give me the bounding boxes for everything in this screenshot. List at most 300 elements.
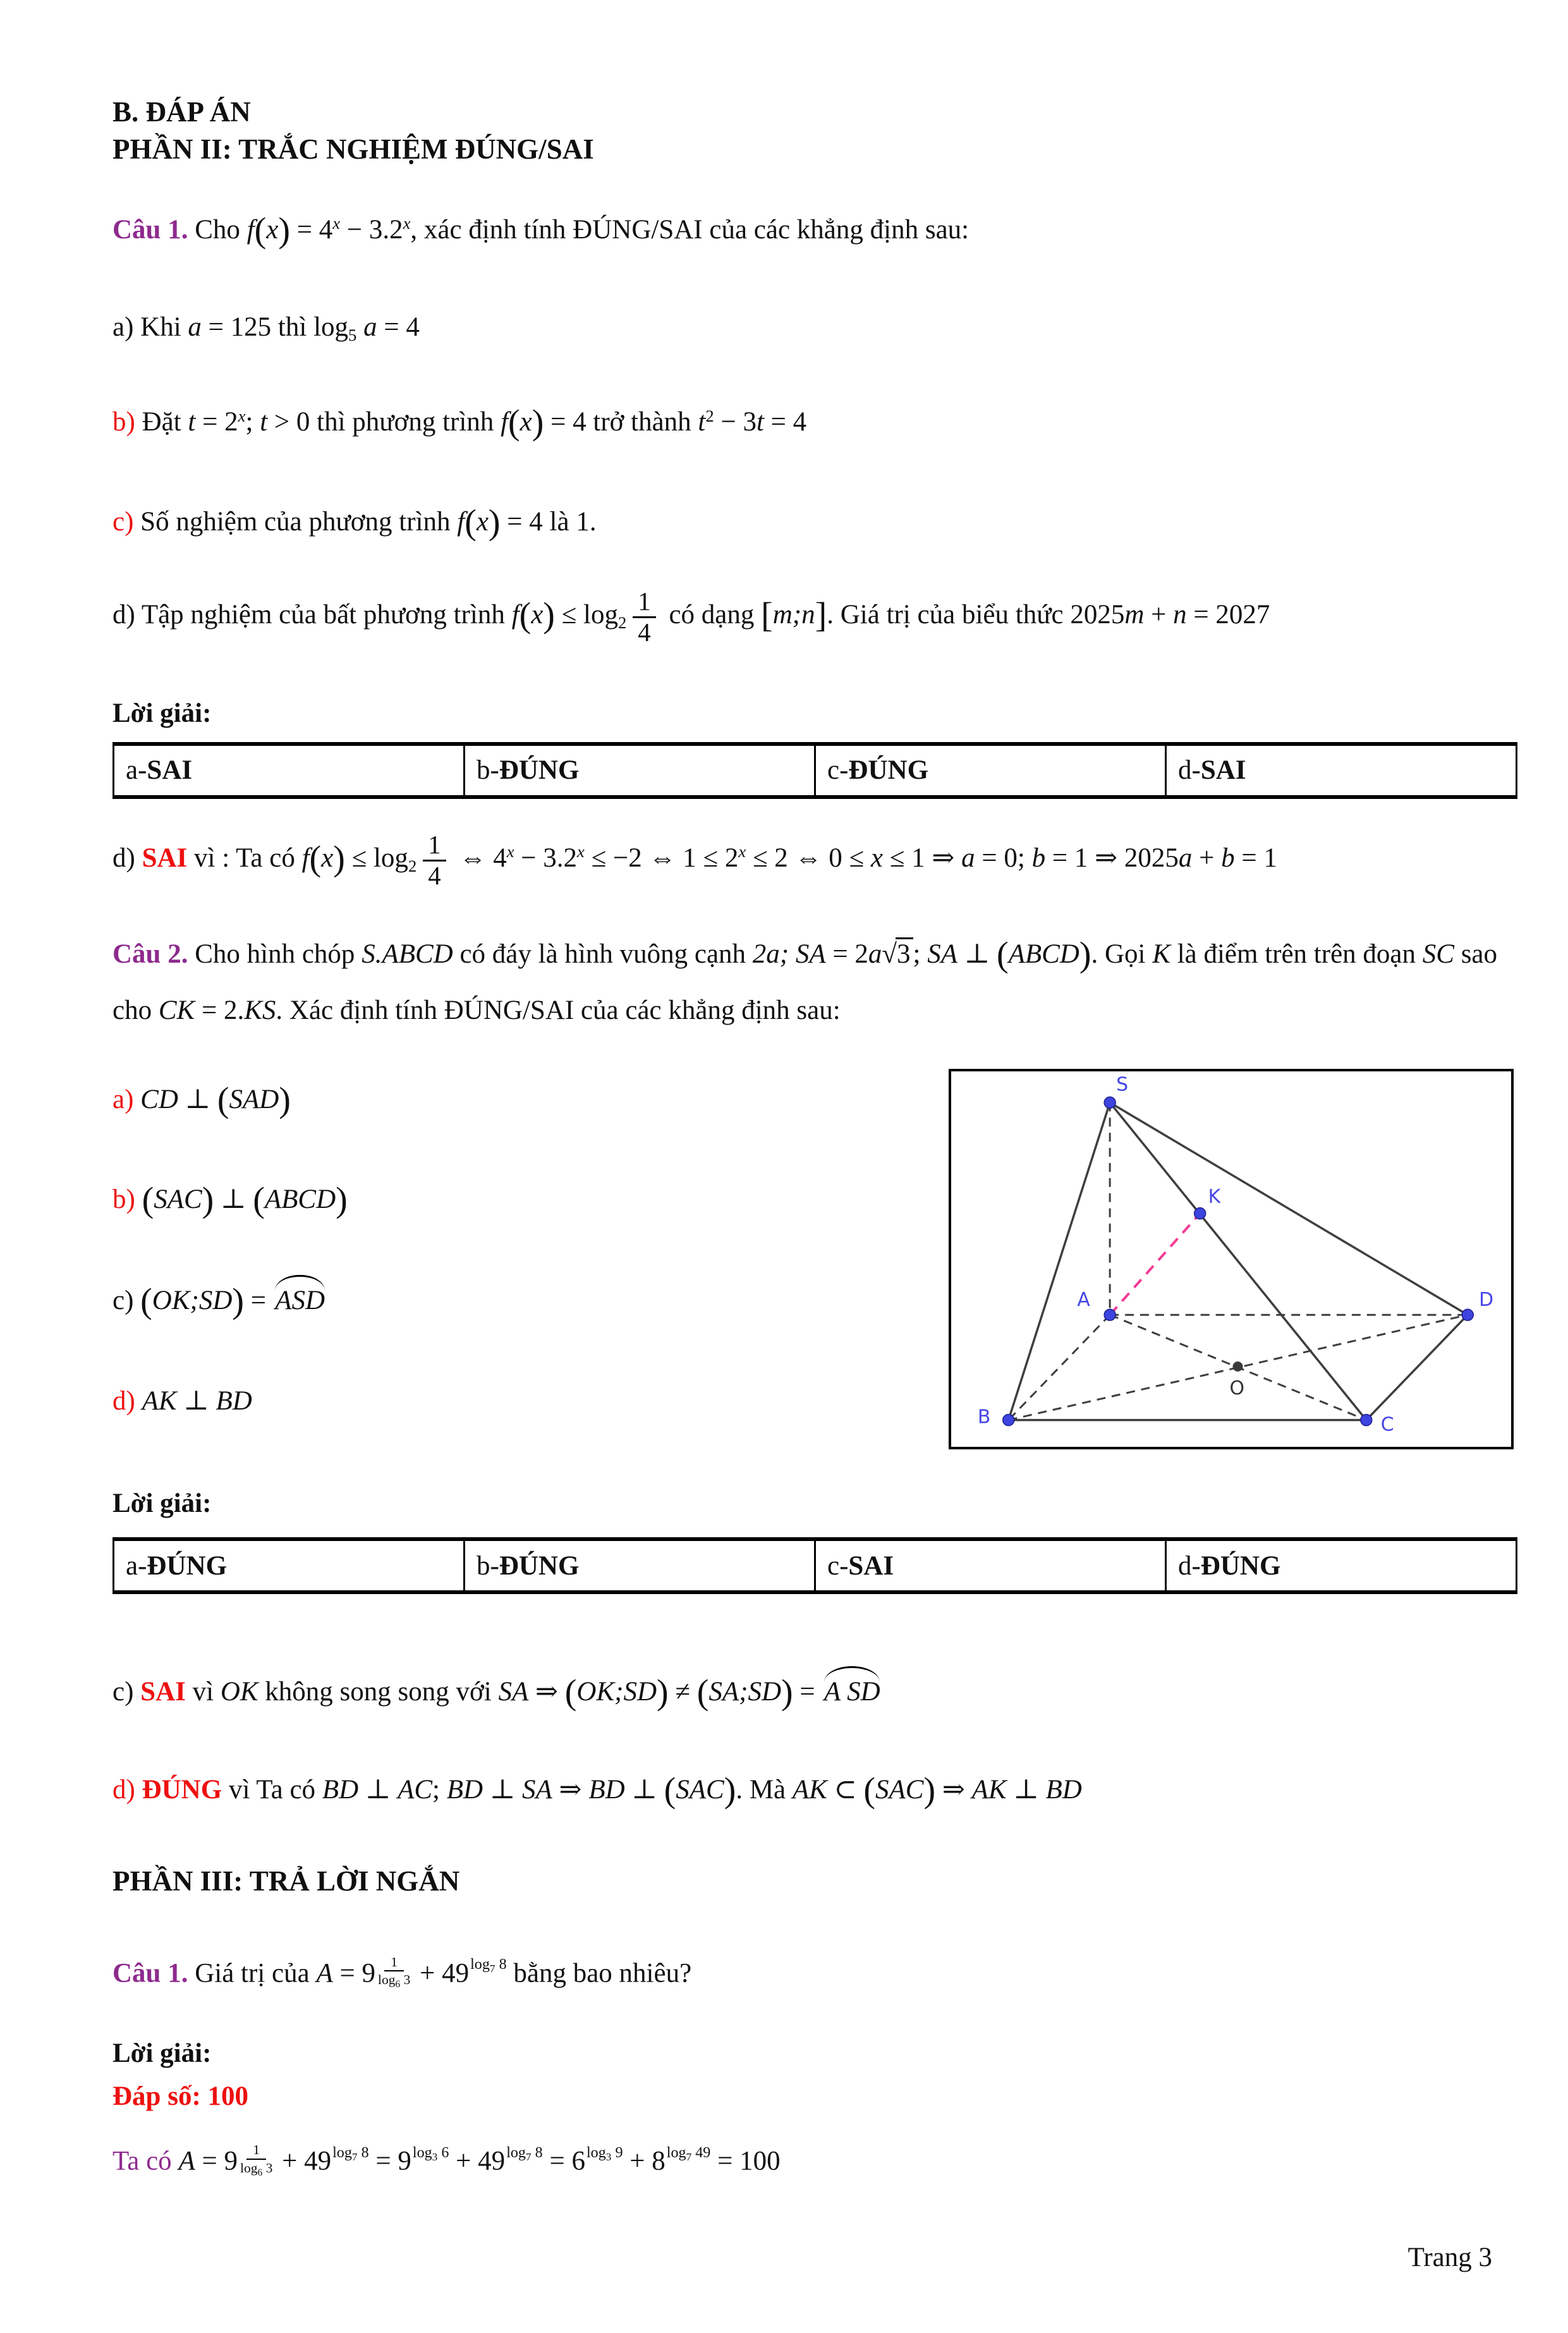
- math-run: (: [140, 1282, 152, 1321]
- exponent: [506, 2142, 543, 2164]
- answer-letter: b-: [477, 1550, 499, 1581]
- solution-2d: [112, 1770, 1517, 1810]
- math-run: = 4: [384, 312, 420, 343]
- text-run: Tập nghiệm của bất phương trình: [141, 600, 505, 630]
- math-run: ⇒: [535, 1677, 559, 1707]
- math-run: ⇔ 4: [459, 843, 507, 874]
- item-tag: d): [112, 843, 135, 874]
- solution-1d: [112, 831, 1517, 890]
- math-run: ≤ log: [561, 600, 618, 630]
- superscript: x: [577, 842, 585, 862]
- subscript: 2: [617, 612, 627, 632]
- math-run: K: [1152, 939, 1170, 970]
- superscript: x: [403, 214, 411, 233]
- math-run: x: [266, 214, 279, 245]
- math-run: KS: [244, 995, 276, 1025]
- math-run: SA: [498, 1677, 529, 1707]
- math-run: AC: [398, 1774, 433, 1805]
- point-S: [1104, 1097, 1115, 1108]
- math-run: ≠: [675, 1677, 690, 1707]
- math-run: 3: [403, 1972, 411, 1988]
- math-run: ⇒: [559, 1774, 582, 1805]
- solution-3-chain: [112, 2141, 1517, 2181]
- answer-value: ĐÚNG: [1200, 1550, 1281, 1581]
- math-run: log: [332, 2144, 352, 2161]
- text-run: có đáy là hình vuông cạnh: [459, 939, 746, 970]
- math-run: (: [465, 503, 477, 542]
- math-run: BD: [1045, 1774, 1082, 1805]
- subscript: 7: [351, 2150, 358, 2163]
- math-run: = 9: [339, 1958, 375, 1989]
- answer-cell-c: [815, 1539, 1166, 1592]
- answer-letter: c-: [827, 1550, 849, 1581]
- text-run: vì: [192, 1677, 214, 1707]
- math-run: OK: [220, 1677, 258, 1707]
- math-run: ): [488, 503, 501, 542]
- answer-value: ĐÚNG: [848, 755, 929, 786]
- math-run: BD: [588, 1774, 625, 1805]
- question-label: Câu 1.: [112, 1958, 188, 1989]
- text-run: là 1.: [549, 506, 597, 537]
- answer-value: SAI: [147, 755, 193, 786]
- text-run: là điểm trên trên đoạn: [1177, 939, 1416, 970]
- math-run: (: [664, 1770, 676, 1810]
- math-run: ): [923, 1770, 936, 1810]
- math-run: ;: [245, 407, 253, 437]
- figure-column: [949, 1069, 1517, 1449]
- answer-letter: b-: [477, 755, 499, 786]
- math-run: x: [321, 843, 334, 874]
- text-run: vì : Ta có: [194, 843, 295, 874]
- math-run: (: [217, 1080, 229, 1120]
- subscript: 7: [489, 1963, 495, 1975]
- subscript: 7: [525, 2150, 532, 2163]
- math-run: ]: [815, 595, 827, 635]
- numerator: 1: [633, 587, 655, 618]
- segment-AK: [1110, 1213, 1200, 1314]
- math-run: t: [260, 407, 268, 437]
- text-run: thì: [277, 312, 307, 343]
- math-run: SAC: [676, 1774, 724, 1805]
- math-run: SA: [522, 1774, 552, 1805]
- pyramid-figure: [949, 1069, 1514, 1449]
- answer-letter: c-: [827, 755, 849, 786]
- math-run: SA: [927, 939, 958, 970]
- text-run: Cho: [195, 214, 240, 245]
- text-run: thì phương trình: [317, 407, 494, 437]
- math-run: ⊥: [183, 1386, 209, 1416]
- math-run: + 8: [629, 2147, 665, 2177]
- fraction: [423, 831, 446, 890]
- math-run: 3: [265, 2160, 273, 2176]
- answer-cell-a: [114, 1539, 465, 1592]
- superscript: x: [738, 842, 746, 862]
- table-row: [114, 1539, 1517, 1592]
- math-run: CK: [158, 995, 195, 1025]
- answer-value: ĐÚNG: [499, 755, 580, 786]
- math-run: a: [363, 312, 377, 343]
- subscript: 6: [395, 1979, 401, 1990]
- math-run: f: [511, 600, 520, 630]
- math-run: 8: [535, 2144, 543, 2161]
- math-run: =: [799, 1677, 815, 1707]
- text-run: sao cho: [112, 939, 1498, 1025]
- subscript: 7: [686, 2150, 692, 2163]
- math-run: − 3: [720, 407, 757, 437]
- math-run: log: [378, 1972, 396, 1988]
- math-run: b: [1221, 843, 1235, 874]
- math-run: log: [666, 2144, 686, 2161]
- label-S: S: [1116, 1073, 1129, 1096]
- exponent: [586, 2142, 623, 2164]
- math-run: + 49: [456, 2147, 506, 2177]
- math-run: log: [313, 312, 349, 343]
- math-run: ;: [913, 939, 921, 970]
- math-run: ): [279, 1080, 291, 1120]
- question-label: Câu 2.: [112, 939, 188, 970]
- sqrt-arg: 3: [896, 937, 913, 969]
- statement-2c: [112, 1277, 949, 1320]
- answer-cell-a: [114, 744, 465, 797]
- statement-1c: [112, 503, 1517, 542]
- math-run: = 4: [296, 214, 333, 245]
- math-run: S.ABCD: [362, 939, 453, 970]
- text-run: , xác định tính ĐÚNG/SAI của các khẳng định sau:: [410, 214, 969, 245]
- text-run: trở thành: [593, 407, 691, 437]
- label-B: B: [977, 1406, 991, 1428]
- page-number: Trang 3: [1407, 2243, 1492, 2273]
- math-run: m: [1124, 600, 1145, 630]
- answer-letter: a-: [126, 755, 147, 786]
- text-run: . Mà: [736, 1774, 786, 1805]
- math-run: SAD: [229, 1084, 279, 1114]
- item-tag: a): [112, 1084, 134, 1114]
- item-tag: d): [112, 600, 135, 630]
- part3-title: PHẦN III: TRẢ LỜI NGẮN: [112, 1865, 460, 1897]
- label-D: D: [1479, 1288, 1494, 1311]
- label-A: A: [1077, 1288, 1090, 1311]
- math-run: BD: [216, 1386, 252, 1416]
- section-title: B. ĐÁP ÁN: [112, 96, 251, 128]
- verdict: SAI: [140, 1677, 186, 1707]
- edge-AB: [1009, 1315, 1110, 1420]
- solution-2c: [112, 1669, 1517, 1712]
- text-run: không song song với: [265, 1677, 492, 1707]
- question-1-stem: [112, 210, 1517, 250]
- math-run: ⊥: [1013, 1774, 1039, 1805]
- math-run: ⊥: [221, 1185, 246, 1215]
- answer-cell-b: [465, 744, 815, 797]
- math-run: 2a;: [752, 939, 789, 970]
- math-run: SAC: [875, 1774, 924, 1805]
- superscript: x: [238, 406, 246, 425]
- math-run: SA: [795, 939, 826, 970]
- math-run: = 2.: [201, 995, 245, 1025]
- exponent-fraction: [240, 2141, 272, 2177]
- math-run: ⊥: [964, 939, 990, 970]
- math-run: ): [724, 1770, 736, 1810]
- exponent: [470, 1954, 507, 1976]
- point-O: [1232, 1361, 1243, 1372]
- answer-cell-c: [815, 744, 1166, 797]
- math-run: n: [1173, 600, 1187, 630]
- math-run: = 2: [832, 939, 868, 970]
- math-run: log: [506, 2144, 526, 2161]
- math-run: x: [476, 506, 489, 537]
- label-K: K: [1208, 1185, 1221, 1208]
- math-run: ): [333, 839, 345, 879]
- text-run: Khi: [140, 312, 181, 343]
- math-run: a: [188, 312, 202, 343]
- math-run: (: [564, 1673, 577, 1713]
- answer-letter: d-: [1178, 755, 1201, 786]
- math-run: f: [301, 843, 310, 874]
- superscript: x: [332, 214, 341, 233]
- math-run: 2025: [1070, 600, 1125, 630]
- item-tag: d): [112, 1386, 135, 1416]
- edge-SD: [1110, 1102, 1468, 1315]
- point-B: [1003, 1414, 1014, 1425]
- math-run: SC: [1422, 939, 1454, 970]
- point-A: [1104, 1309, 1115, 1320]
- math-run: ): [278, 210, 290, 250]
- math-run: ): [781, 1673, 793, 1713]
- answer-cell-d: [1166, 744, 1517, 797]
- math-run: f: [501, 407, 509, 437]
- statement-1b: [112, 403, 1517, 442]
- item-tag: b): [112, 407, 135, 437]
- item-tag: b): [112, 1185, 135, 1215]
- math-run: (: [142, 1180, 154, 1220]
- math-run: t: [698, 407, 706, 437]
- text-run: bằng bao nhiêu?: [513, 1958, 692, 1989]
- angle-arc: [273, 1277, 327, 1320]
- edge-CD: [1366, 1315, 1468, 1420]
- label-C: C: [1380, 1413, 1394, 1436]
- math-run: f: [457, 506, 465, 537]
- math-run: ABCD: [264, 1185, 336, 1215]
- text-run: Giá trị của: [195, 1958, 310, 1989]
- statement-1d: [112, 587, 1517, 647]
- math-run: A: [316, 1958, 333, 1989]
- math-run: = 4: [550, 407, 586, 437]
- angle-arc: [822, 1669, 882, 1712]
- answer-value: SAI: [848, 1550, 894, 1581]
- math-run: + 49: [282, 2147, 332, 2177]
- answer-table-q1: [112, 742, 1517, 799]
- math-run: AK: [792, 1774, 827, 1805]
- math-run: SAC: [154, 1185, 202, 1215]
- math-run: log: [470, 1956, 490, 1973]
- item-tag: c): [112, 1286, 134, 1316]
- superscript: 2: [705, 406, 714, 425]
- table-row: [114, 744, 1517, 797]
- math-run: = 4: [507, 506, 543, 537]
- math-run: (: [863, 1770, 875, 1810]
- text-run: có dạng: [669, 600, 755, 630]
- math-run: A: [178, 2147, 195, 2177]
- math-run: ;: [432, 1774, 440, 1805]
- math-run: 8: [361, 2144, 369, 2161]
- math-run: +: [1151, 600, 1167, 630]
- item-tag: a): [112, 312, 134, 343]
- math-run: +: [1199, 843, 1215, 874]
- math-run: a: [1178, 843, 1193, 874]
- exponent: [667, 2142, 711, 2164]
- math-run: 9: [615, 2144, 623, 2161]
- answer-cell-d: [1166, 1539, 1517, 1592]
- math-run: ⊥: [365, 1774, 391, 1805]
- math-run: − 3.2: [521, 843, 578, 874]
- math-run: = 1 ⇒ 2025: [1052, 843, 1179, 874]
- math-run: ≤ 2 ⇔ 0 ≤: [752, 843, 865, 874]
- denominator: [378, 1971, 410, 1989]
- item-tag: c): [112, 1677, 134, 1707]
- math-run: = 125: [208, 312, 272, 343]
- item-tag: c): [112, 506, 134, 537]
- math-run: 49: [695, 2144, 711, 2161]
- verdict: SAI: [142, 843, 188, 874]
- answer-cell-b: [465, 1539, 815, 1592]
- text-run: . Gọi: [1091, 939, 1146, 970]
- solution-heading-2: Lời giải:: [112, 1489, 212, 1519]
- math-run: ⊥: [631, 1774, 657, 1805]
- text-run: Số nghiệm của phương trình: [140, 506, 451, 537]
- numerator: 1: [246, 2141, 266, 2160]
- text-run: Cho hình chóp: [195, 939, 355, 970]
- statement-2d: [112, 1382, 949, 1421]
- math-run: (: [996, 935, 1009, 975]
- math-run: =: [250, 1286, 267, 1316]
- math-run: log: [586, 2144, 606, 2161]
- part2-title: PHẦN II: TRẮC NGHIỆM ĐÚNG/SAI: [112, 133, 594, 166]
- text-run: Ta có: [112, 2147, 172, 2177]
- subscript: 5: [348, 325, 357, 344]
- numerator: 1: [423, 831, 446, 862]
- solution-heading-1: Lời giải:: [112, 698, 212, 728]
- point-C: [1361, 1414, 1372, 1425]
- math-run: a: [868, 939, 882, 970]
- math-run: b: [1031, 843, 1046, 874]
- math-run: x: [870, 843, 883, 874]
- math-run: (: [519, 595, 532, 635]
- math-run: = 1: [1241, 843, 1277, 874]
- math-run: = 4: [770, 407, 807, 437]
- pyramid-svg: [951, 1071, 1511, 1447]
- math-run: t: [188, 407, 196, 437]
- math-run: = 6: [549, 2147, 585, 2177]
- math-run: A SD: [824, 1677, 880, 1707]
- statement-2a: [112, 1080, 949, 1119]
- question-2-body: [112, 1069, 1517, 1524]
- math-run: ⊂: [834, 1774, 857, 1805]
- math-run: CD: [140, 1084, 178, 1114]
- exponent: [332, 2142, 369, 2164]
- superscript: x: [506, 842, 514, 862]
- math-run: ⊥: [489, 1774, 516, 1805]
- answer-letter: a-: [126, 1550, 147, 1581]
- solution-heading-3: Lời giải:: [112, 2038, 212, 2068]
- math-run: 8: [499, 1956, 507, 1973]
- math-run: f: [246, 214, 255, 245]
- math-run: ≤ 1 ⇒: [889, 843, 955, 874]
- math-run: (: [696, 1673, 709, 1713]
- verdict: ĐÚNG: [142, 1774, 222, 1805]
- point-D: [1462, 1309, 1473, 1320]
- math-run: = 9: [202, 2147, 238, 2177]
- math-run: log: [240, 2160, 258, 2176]
- question-2-statements: [112, 1069, 949, 1524]
- math-run: t: [756, 407, 764, 437]
- math-run: ): [232, 1282, 245, 1321]
- answer-table-q2: [112, 1537, 1517, 1594]
- math-run: = 0;: [982, 843, 1025, 874]
- fraction: [633, 587, 655, 647]
- math-run: + 49: [420, 1958, 470, 1989]
- edge-SB: [1009, 1102, 1110, 1420]
- math-run: ): [532, 403, 544, 443]
- numerator: 1: [384, 1954, 404, 1972]
- question-2-stem: [112, 927, 1517, 1038]
- math-run: ≤ log: [351, 843, 408, 874]
- math-run: ≤ −2 ⇔ 1 ≤ 2: [591, 843, 739, 874]
- denominator: 4: [428, 861, 441, 890]
- label-O: O: [1229, 1377, 1245, 1399]
- math-run: log: [412, 2144, 432, 2161]
- math-run: a: [961, 843, 975, 874]
- math-run: OK;SD: [152, 1286, 233, 1316]
- text-run: Đặt: [142, 407, 181, 437]
- edge-SC: [1110, 1102, 1366, 1420]
- text-run: . Xác định tính ĐÚNG/SAI của các khẳng định sau:: [276, 995, 841, 1025]
- math-run: = 9: [375, 2147, 411, 2177]
- math-run: (: [253, 1180, 265, 1220]
- math-run: ): [657, 1673, 669, 1713]
- denominator: [240, 2160, 272, 2177]
- math-run: AK: [142, 1386, 177, 1416]
- math-run: BD: [322, 1774, 359, 1805]
- text-run: . Giá trị của biểu thức: [827, 600, 1064, 630]
- subscript: 3: [605, 2150, 612, 2163]
- subscript: 2: [408, 856, 417, 875]
- question-label: Câu 1.: [112, 214, 188, 245]
- statement-2b: [112, 1180, 949, 1219]
- math-run: > 0: [274, 407, 310, 437]
- math-run: ⊥: [185, 1084, 211, 1114]
- answer-value: SAI: [1200, 755, 1246, 786]
- statement-1a: [112, 308, 1517, 347]
- math-run: ): [202, 1180, 214, 1220]
- sqrt-icon: √: [882, 939, 896, 970]
- exponent: [413, 2142, 449, 2164]
- subscript: 3: [432, 2150, 438, 2163]
- subscript: 6: [257, 2167, 263, 2178]
- math-run: SA;SD: [708, 1677, 781, 1707]
- math-run: ): [336, 1180, 348, 1220]
- math-run: 6: [441, 2144, 449, 2161]
- text-run: vì Ta có: [228, 1774, 316, 1805]
- math-run: ): [1079, 935, 1091, 975]
- math-run: = 2: [202, 407, 238, 437]
- math-run: AK: [971, 1774, 1007, 1805]
- denominator: 4: [638, 618, 651, 647]
- math-run: [: [761, 595, 773, 635]
- question-3-stem: [112, 1954, 1517, 1994]
- point-K: [1194, 1207, 1206, 1219]
- math-run: ): [543, 595, 555, 635]
- math-run: = 2027: [1193, 600, 1270, 630]
- math-run: x: [531, 600, 544, 630]
